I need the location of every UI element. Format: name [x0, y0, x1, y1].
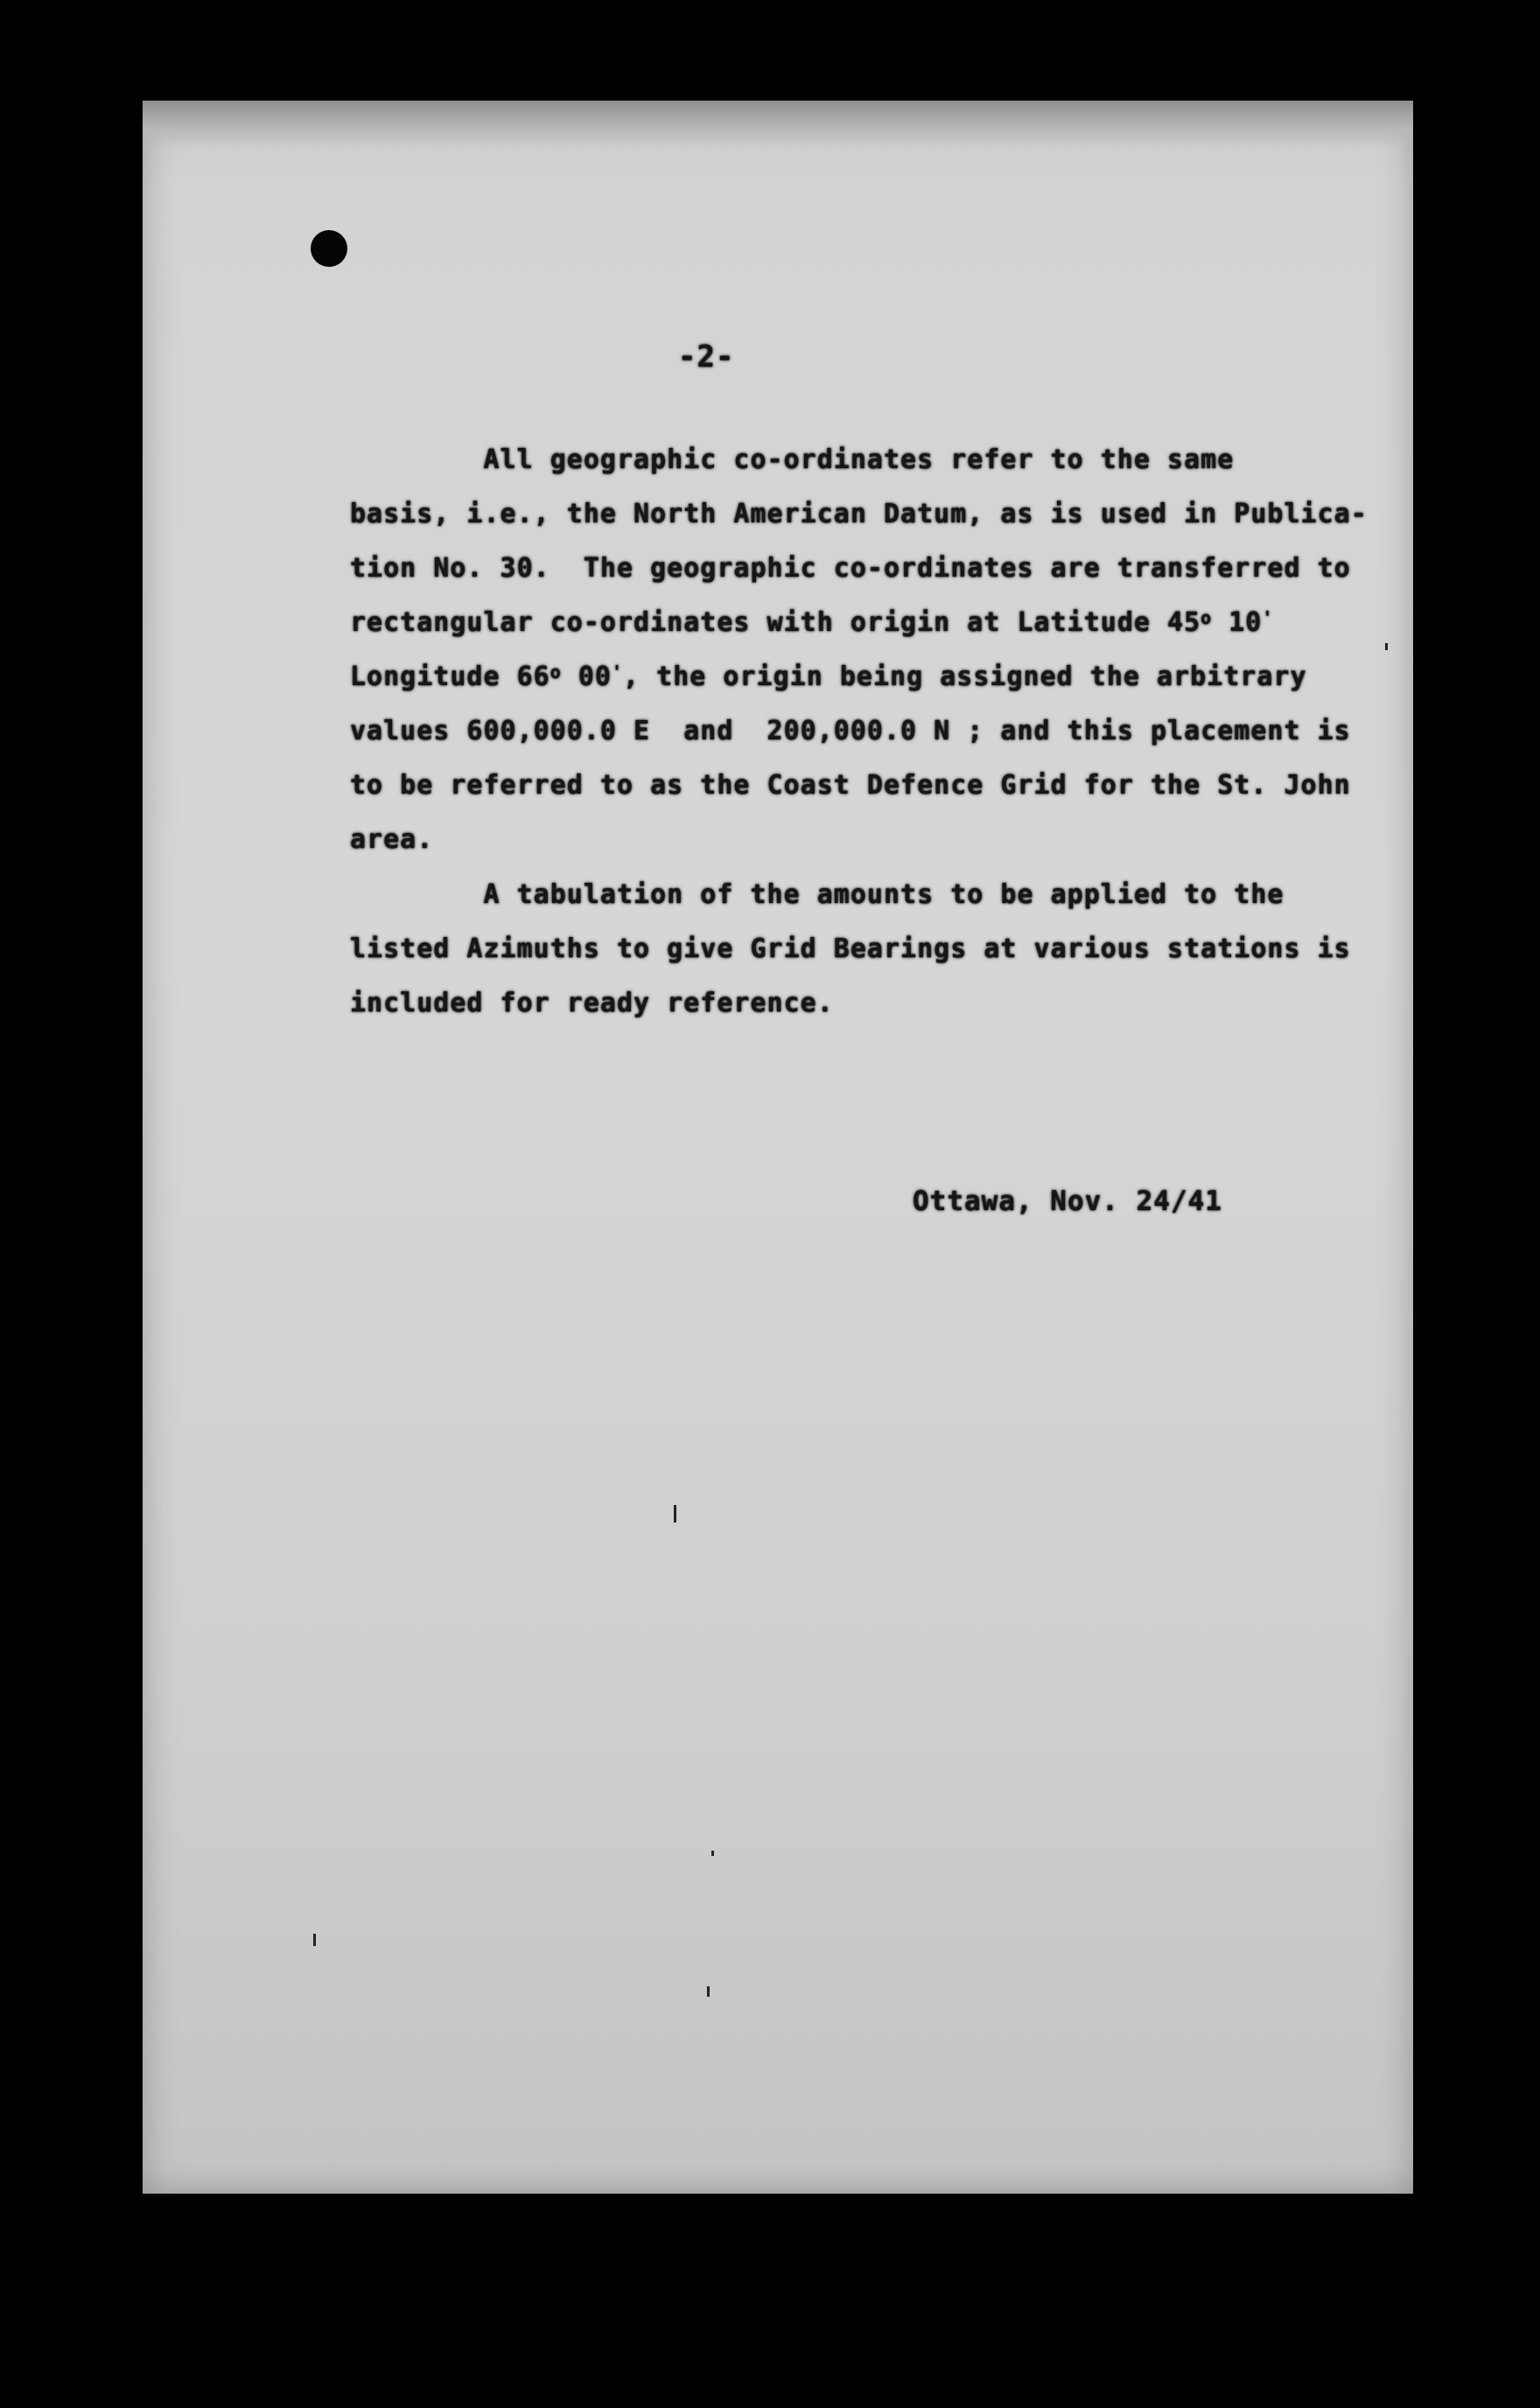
paragraph-coordinates	[350, 433, 1368, 867]
text-line-longitude	[350, 650, 1312, 704]
text-line-latitude	[350, 596, 1312, 650]
longitude-text: Longitude 66	[350, 662, 550, 692]
text-line: A tabulation of the amounts to be applied to the	[350, 879, 1284, 910]
minute-mark: '	[1262, 607, 1274, 628]
latitude-text: rectangular co-ordinates with origin at Latitude 45	[350, 607, 1201, 638]
scan-speck	[1385, 643, 1388, 650]
text-line: tion No. 30. The geographic co-ordinates are transferred to	[350, 553, 1351, 584]
scan-speck	[313, 1934, 316, 1946]
page-top-shading	[143, 101, 1413, 149]
latitude-minutes: 10	[1212, 607, 1263, 638]
scan-speck	[674, 1505, 676, 1522]
text-line: to be referred to as the Coast Defence Grid for the St. John	[350, 770, 1351, 801]
degree-mark: o	[1200, 607, 1213, 628]
text-line: basis, i.e., the North American Datum, as is used in Publica-	[350, 499, 1368, 529]
minute-mark: '	[611, 662, 624, 682]
scan-speck	[711, 1851, 714, 1856]
text-line: All geographic co-ordinates refer to the same	[350, 444, 1235, 475]
document-page	[143, 101, 1413, 2194]
place-date-signature: Ottawa, Nov. 24/41	[913, 1186, 1222, 1217]
scan-speck	[707, 1986, 710, 1997]
text-line: included for ready reference.	[350, 988, 834, 1018]
longitude-minutes: 00	[561, 662, 612, 692]
degree-mark: o	[550, 662, 562, 682]
paragraph-tabulation	[350, 868, 1351, 1031]
text-line: listed Azimuths to give Grid Bearings at various stations is	[350, 934, 1351, 964]
text-line: area.	[350, 824, 434, 855]
longitude-rest: , the origin being assigned the arbitrary	[623, 662, 1307, 692]
punch-hole	[311, 230, 347, 267]
page-number: -2-	[678, 340, 735, 374]
text-line: values 600,000.0 E and 200,000.0 N ; and this placement is	[350, 716, 1351, 746]
